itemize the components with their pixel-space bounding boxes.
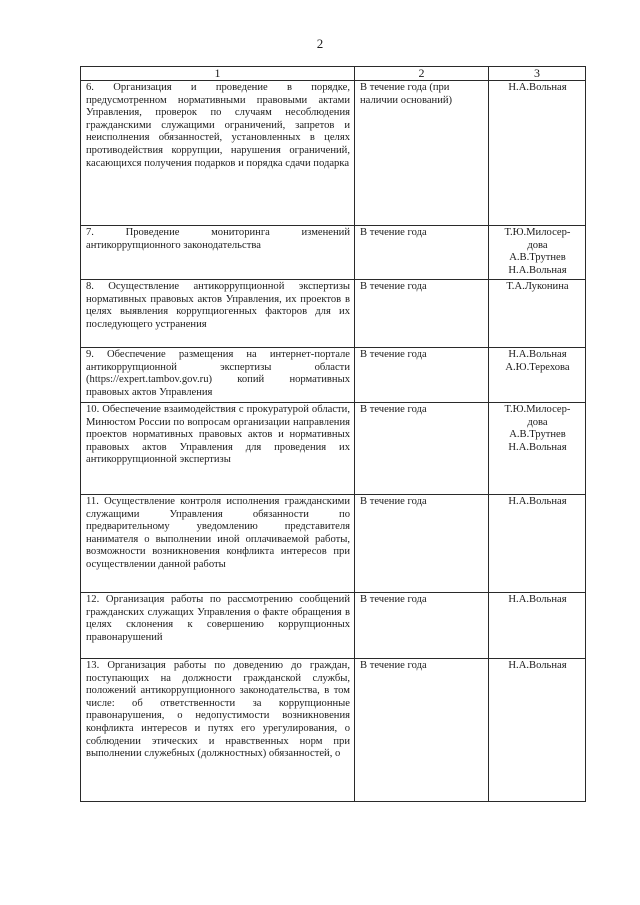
table-row (81, 495, 586, 593)
column-header-2: 2 (355, 67, 489, 81)
measure-responsible (489, 348, 586, 403)
responsible-person: дова (527, 416, 548, 428)
responsible-person: Н.А.Вольная (508, 82, 567, 93)
responsible-person: Т.Ю.Милосер- (504, 227, 571, 238)
responsible-person: Н.А.Вольная (508, 349, 567, 360)
measure-description: 10. Обеспечение взаимодействия с прокуратурой области, Минюстом России по вопросам организации направления проектов нормативных правовых актов и нормативных правовых актов Управления для проведения их антикоррупционной экспертизы (81, 403, 355, 495)
measure-responsible (489, 659, 586, 802)
responsible-person: Т.А.Луконина (506, 281, 569, 292)
measure-period: В течение года (при наличии оснований) (355, 81, 489, 226)
measure-responsible (489, 495, 586, 593)
measure-responsible (489, 280, 586, 348)
page-number: 2 (316, 36, 324, 51)
measure-period: В течение года (355, 280, 489, 348)
column-header-3: 3 (489, 67, 586, 81)
measure-responsible (489, 226, 586, 280)
responsible-person: А.Ю.Терехова (505, 361, 570, 373)
measure-period: В течение года (355, 403, 489, 495)
responsible-person: А.В.Трутнев (509, 429, 566, 441)
measure-description: 7. Проведение мониторинга изменений антикоррупционного законодательства (81, 226, 355, 280)
measure-description: 13. Организация работы по доведению до граждан, поступающих на должности гражданской службы, положений антикоррупционного законодательства, в том числе: об ответственности за коррупционные правонарушения, о недопустимости возникновения конфликта интересов и путях его урегулирования, о соблюдении этических и нравственных норм при выполнении служебных (должностных) обязанностей, о (81, 659, 355, 802)
responsible-person: Н.А.Вольная (508, 594, 567, 605)
measure-responsible (489, 403, 586, 495)
responsible-person: Т.Ю.Милосер- (504, 404, 571, 415)
measure-period: В течение года (355, 495, 489, 593)
measure-period: В течение года (355, 226, 489, 280)
measure-description: 6. Организация и проведение в порядке, предусмотренном нормативными правовыми актами Управления, проверок по случаям несоблюдения гражданскими служащими ограничений, запретов и неисполнения обязанностей, установленных в целях противодействия коррупции, нарушения ограничений, касающихся получения подарков и порядка сдачи подарка (81, 81, 355, 226)
measure-period: В течение года (355, 659, 489, 802)
table-row (81, 593, 586, 659)
table-row (81, 403, 586, 495)
measure-description: 8. Осуществление антикоррупционной экспертизы нормативных правовых актов Управления, их проектов в целях выявления коррупциогенных факторов для их последующего устранения (81, 280, 355, 348)
responsible-person: Н.А.Вольная (508, 660, 567, 671)
measure-period: В течение года (355, 348, 489, 403)
measure-responsible (489, 593, 586, 659)
responsible-person: Н.А.Вольная (508, 496, 567, 507)
measure-description: 9. Обеспечение размещения на интернет-портале антикоррупционной экспертизы области (https://expert.tambov.gov.ru) копий нормативных правовых актов Управления (81, 348, 355, 403)
measure-responsible (489, 81, 586, 226)
table-row (81, 659, 586, 802)
measures-table (80, 66, 586, 802)
table-row (81, 348, 586, 403)
header-row (81, 67, 586, 81)
measure-description: 11. Осуществление контроля исполнения гражданскими служащими Управления обязанности по предварительному уведомлению представителя нанимателя о выполнении иной оплачиваемой работы, возможности возникновения конфликта интересов при осуществлении данной работы (81, 495, 355, 593)
responsible-person: Н.А.Вольная (508, 264, 567, 276)
table-row (81, 81, 586, 226)
column-header-1: 1 (81, 67, 355, 81)
responsible-person: Н.А.Вольная (508, 441, 567, 453)
table-row (81, 280, 586, 348)
responsible-person: дова (527, 239, 548, 251)
table-row (81, 226, 586, 280)
measure-period: В течение года (355, 593, 489, 659)
measure-description: 12. Организация работы по рассмотрению сообщений гражданских служащих Управления о факте обращения в целях склонения к совершению коррупционных правонарушений (81, 593, 355, 659)
responsible-person: А.В.Трутнев (509, 252, 566, 264)
